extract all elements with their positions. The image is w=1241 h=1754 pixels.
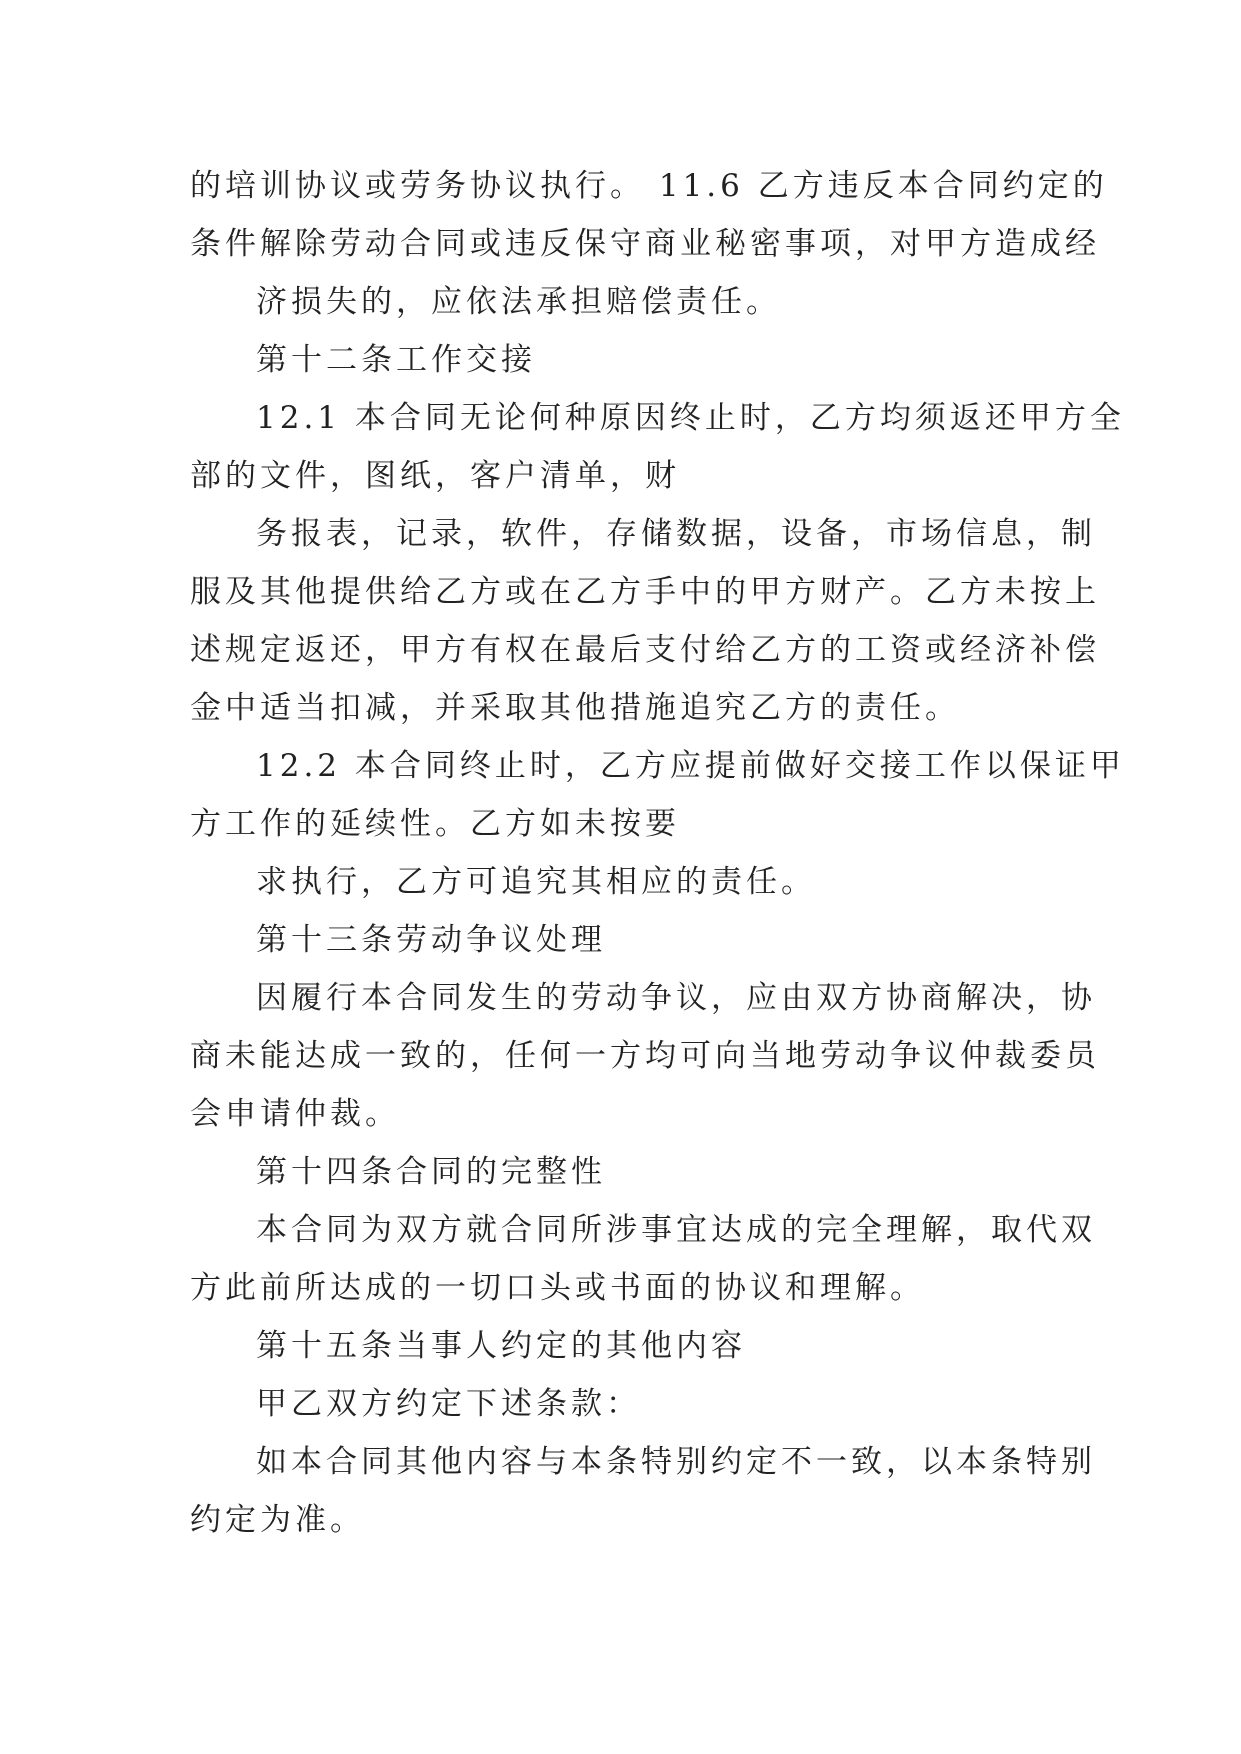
text-line: 务报表，记录，软件，存储数据，设备，市场信息，制 — [256, 516, 1096, 552]
text-line: 12.1 本合同无论何种原因终止时，乙方均须返还甲方全 — [256, 400, 1125, 436]
text-line: 12.2 本合同终止时，乙方应提前做好交接工作以保证甲 — [256, 748, 1125, 784]
text-line: 约定为准。 — [190, 1502, 365, 1538]
text-line: 商未能达成一致的，任何一方均可向当地劳动争议仲裁委员 — [190, 1038, 1100, 1074]
text-line: 方工作的延续性。乙方如未按要 — [190, 806, 680, 842]
text-line: 求执行，乙方可追究其相应的责任。 — [256, 864, 816, 900]
text-line: 如本合同其他内容与本条特别约定不一致，以本条特别 — [256, 1444, 1096, 1480]
text-line: 会申请仲裁。 — [190, 1096, 400, 1132]
text-line: 的培训协议或劳务协议执行。 11.6 乙方违反本合同约定的 — [190, 168, 1108, 204]
text-line: 本合同为双方就合同所涉事宜达成的完全理解，取代双 — [256, 1212, 1096, 1248]
section-heading: 第十四条合同的完整性 — [256, 1154, 606, 1190]
text-line: 甲乙双方约定下述条款： — [256, 1386, 641, 1422]
text-line: 部的文件，图纸，客户清单，财 — [190, 458, 680, 494]
text-line: 述规定返还，甲方有权在最后支付给乙方的工资或经济补偿 — [190, 632, 1100, 668]
text-line: 因履行本合同发生的劳动争议，应由双方协商解决，协 — [256, 980, 1096, 1016]
text-line: 方此前所达成的一切口头或书面的协议和理解。 — [190, 1270, 925, 1306]
text-line: 金中适当扣减，并采取其他措施追究乙方的责任。 — [190, 690, 960, 726]
section-heading: 第十五条当事人约定的其他内容 — [256, 1328, 746, 1364]
text-line: 济损失的，应依法承担赔偿责任。 — [256, 284, 781, 320]
section-heading: 第十二条工作交接 — [256, 342, 536, 378]
text-line: 条件解除劳动合同或违反保守商业秘密事项，对甲方造成经 — [190, 226, 1100, 262]
text-line: 服及其他提供给乙方或在乙方手中的甲方财产。乙方未按上 — [190, 574, 1100, 610]
section-heading: 第十三条劳动争议处理 — [256, 922, 606, 958]
